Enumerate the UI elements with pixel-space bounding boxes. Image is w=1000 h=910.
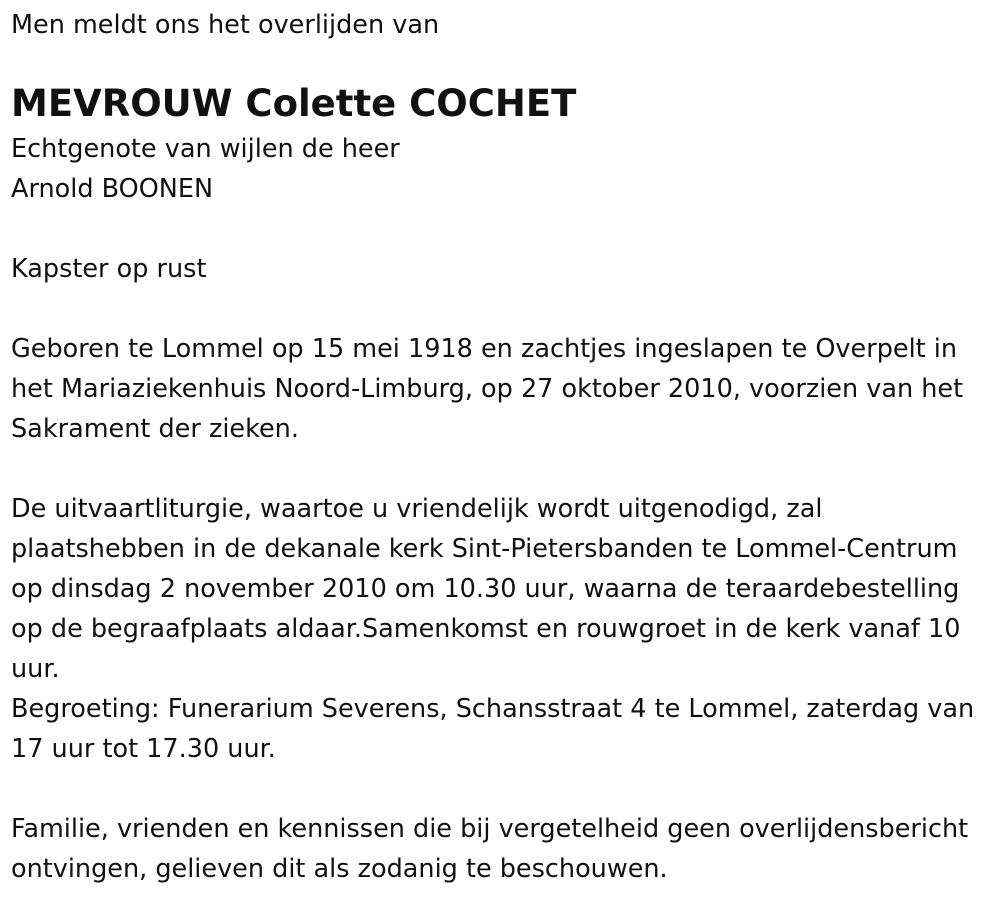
spouse-line-1: Echtgenote van wijlen de heer bbox=[11, 134, 400, 164]
death-notice bbox=[11, 0, 991, 889]
spouse-line-2: Arnold BOONEN bbox=[11, 174, 214, 204]
deceased-name: MEVROUW Colette COCHET bbox=[11, 82, 577, 125]
closing-paragraph: Familie, vrienden en kennissen die bij vergetelheid geen overlijdensbericht ontvingen, gelieven dit als zodanig te beschouwen. bbox=[11, 814, 969, 884]
occupation: Kapster op rust bbox=[11, 254, 207, 284]
birth-death-paragraph: Geboren te Lommel op 15 mei 1918 en zachtjes ingeslapen te Overpelt in het Mariaziekenhuis Noord-Limburg, op 27 oktober 2010, voorzien van het Sakrament der zieken. bbox=[11, 334, 964, 444]
intro-text: Men meldt ons het overlijden van bbox=[11, 10, 440, 40]
viewing-paragraph: Begroeting: Funerarium Severens, Schansstraat 4 te Lommel, zaterdag van 17 uur tot 17.30 uur. bbox=[11, 694, 975, 764]
funeral-paragraph: De uitvaartliturgie, waartoe u vriendelijk wordt uitgenodigd, zal plaatshebben in de dekanale kerk Sint-Pietersbanden te Lommel-Centrum op dinsdag 2 november 2010 om 10.30 uur, waarna de teraardebestelling op de begraafplaats aldaar.Samenkomst en rouwgroet in de kerk vanaf 10 uur. bbox=[11, 494, 961, 684]
